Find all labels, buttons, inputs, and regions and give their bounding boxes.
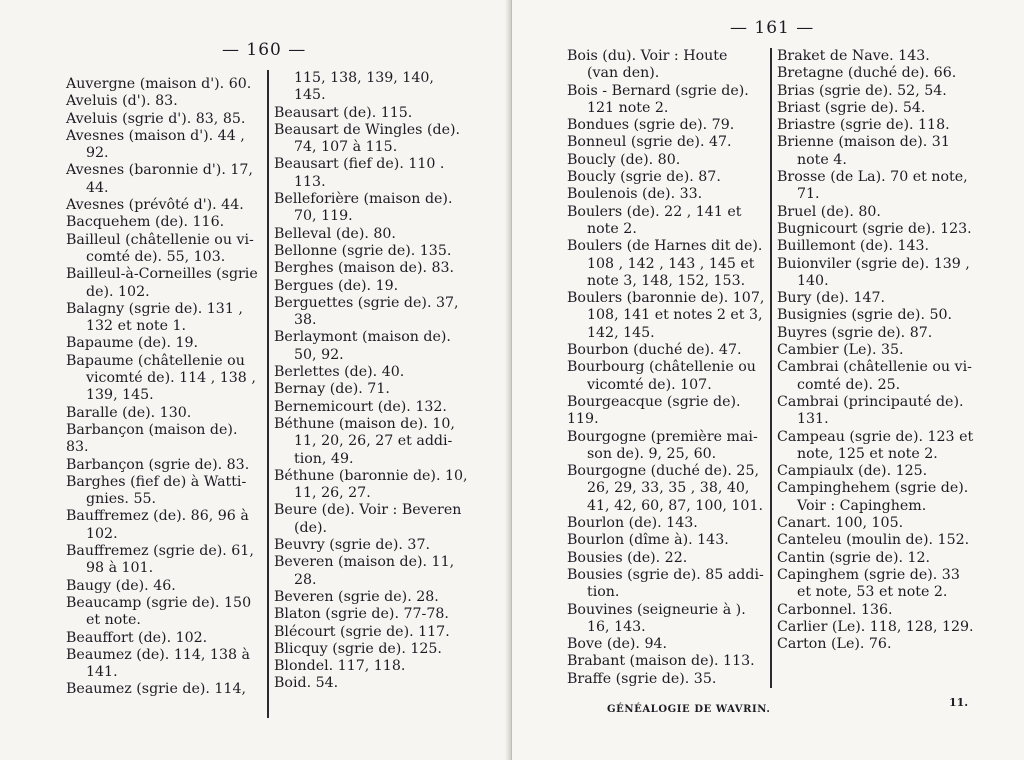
index-entry <box>274 641 486 658</box>
index-entry <box>567 238 767 290</box>
index-entry <box>777 636 977 653</box>
entry-line: Bonneul (sgrie de). 47. <box>567 134 732 151</box>
index-entry <box>274 554 486 589</box>
right-page <box>512 0 1024 760</box>
entry-line: Campeau (sgrie de). 123 et <box>777 428 974 445</box>
entry-line: Briastre (sgrie de). 118. <box>777 117 950 134</box>
entry-line: Barghes (fief de) à Watti- <box>66 473 247 490</box>
entry-line: Baralle (de). 130. <box>66 404 192 421</box>
entry-line: Berghes (maison de). 83. <box>274 260 455 277</box>
index-entry <box>567 602 767 637</box>
entry-line: Buillemont (de). 143. <box>777 238 930 255</box>
entry-line: Boucly (de). 80. <box>567 151 681 168</box>
index-entry <box>777 342 977 359</box>
index-entry <box>274 624 486 641</box>
index-entry <box>66 162 264 197</box>
entry-line: Blécourt (sgrie de). 117. <box>274 623 450 640</box>
index-entry <box>66 405 264 422</box>
entry-line: Campinghehem (sgrie de). <box>777 480 969 497</box>
index-entry <box>274 381 486 398</box>
index-entry <box>567 532 767 549</box>
index-entry <box>274 537 486 554</box>
entry-continuation: 74, 107 à 115. <box>294 139 398 156</box>
entry-continuation: 108, 141 et notes 2 et 3, <box>587 307 763 324</box>
index-entry <box>274 122 486 157</box>
entry-line: Bourgogne (duché de). 25, <box>567 463 759 480</box>
index-entry <box>567 463 767 515</box>
index-entry <box>66 76 264 93</box>
index-entry <box>777 532 977 549</box>
entry-line: Braffe (sgrie de). 35. <box>567 670 717 687</box>
index-entry <box>567 359 767 394</box>
index-entry <box>567 429 767 464</box>
entry-continuation: note 3, 148, 152, 153. <box>587 272 746 289</box>
index-column <box>567 48 767 688</box>
entry-continuation: 102. <box>86 525 118 542</box>
page-number: — 161 — <box>730 18 815 38</box>
index-entry <box>274 468 486 503</box>
entry-line: Carlier (Le). 118, 128, 129. <box>777 618 974 635</box>
entry-continuation: 16, 143. <box>587 618 646 635</box>
entry-continuation: (de). <box>294 519 328 536</box>
entry-line: Beausart de Wingles (de). <box>274 121 461 138</box>
page-number: — 160 — <box>222 40 307 60</box>
entry-line: Berguettes (sgrie de). 37, <box>274 294 459 311</box>
index-entry <box>274 502 486 537</box>
entry-line: Campiaulx (de). 125. <box>777 463 928 480</box>
entry-line: Beausart (de). 115. <box>274 104 413 121</box>
entry-line: Bove (de). 94. <box>567 636 668 653</box>
index-entry <box>567 653 767 670</box>
entry-line: Beausart (fief de). 110 . <box>274 156 445 173</box>
index-entry <box>777 65 977 82</box>
entry-line: Bugnicourt (sgrie de). 123. <box>777 220 972 237</box>
index-column <box>66 76 264 699</box>
index-entry <box>567 550 767 567</box>
index-entry <box>274 105 486 122</box>
entry-line: Brabant (maison de). 113. <box>567 653 755 670</box>
index-column <box>274 70 486 693</box>
entry-line: Capinghem (sgrie de). 33 <box>777 566 960 583</box>
index-entry <box>274 260 486 277</box>
entry-continuation: 140. <box>797 272 829 289</box>
index-entry <box>567 169 767 186</box>
entry-continuation: Voir : Capinghem. <box>797 497 927 514</box>
index-entry <box>66 630 264 647</box>
entry-continuation: 50, 92. <box>294 346 344 363</box>
index-entry <box>777 117 977 134</box>
entry-line: Bourbon (duché de). 47. <box>567 342 742 359</box>
index-entry <box>567 515 767 532</box>
entry-continuation: 142, 145. <box>587 324 655 341</box>
entry-continuation: 11, 26, 27. <box>294 485 371 502</box>
entry-line: Cambrai (principauté de). <box>777 393 964 410</box>
entry-line: Bacquehem (de). 116. <box>66 214 225 231</box>
index-entry <box>777 134 977 169</box>
index-entry <box>274 243 486 260</box>
entry-line: Barbançon (maison de). 83. <box>66 421 238 456</box>
index-entry <box>777 567 977 602</box>
entry-continuation: 28. <box>294 571 317 588</box>
index-entry <box>567 152 767 169</box>
entry-continuation: 38. <box>294 312 317 329</box>
index-entry <box>567 290 767 342</box>
entry-continuation: vicomté de). 114 , 138 , <box>86 370 256 387</box>
index-entry <box>777 169 977 204</box>
entry-line: Bois (du). Voir : Houte <box>567 48 728 64</box>
index-entry <box>567 636 767 653</box>
index-entry <box>777 100 977 117</box>
index-entry <box>66 422 264 457</box>
index-entry <box>274 70 486 105</box>
index-entry <box>777 359 977 394</box>
entry-line: Béthune (maison de). 10, <box>274 415 455 432</box>
entry-continuation: 26, 29, 33, 35 , 38, 40, <box>587 480 750 497</box>
entry-continuation: comté de). 55, 103. <box>86 248 226 265</box>
entry-line: Boucly (sgrie de). 87. <box>567 169 721 186</box>
entry-continuation: note, 125 et note 2. <box>797 445 938 462</box>
column-rule <box>267 70 269 718</box>
entry-line: Boulers (de Harnes dit de). <box>567 238 763 255</box>
entry-line: Blondel. 117, 118. <box>274 658 406 675</box>
index-entry <box>274 589 486 606</box>
entry-continuation: 132 et note 1. <box>86 318 187 335</box>
index-entry <box>777 204 977 221</box>
entry-line: Auvergne (maison d'). 60. <box>66 76 252 92</box>
index-entry <box>777 550 977 567</box>
running-footer: GÉNÉALOGIE DE WAVRIN. <box>607 704 771 715</box>
entry-line: Brosse (de La). 70 et note, <box>777 169 968 186</box>
entry-continuation: 108 , 142 , 143 , 145 et <box>587 255 755 272</box>
entry-line: Blaton (sgrie de). 77-78. <box>274 606 449 623</box>
entry-line: Bretagne (duché de). 66. <box>777 65 957 82</box>
index-entry <box>274 329 486 364</box>
entry-line: Avesnes (prévôté d'). 44. <box>66 197 244 214</box>
index-entry <box>66 197 264 214</box>
entry-line: Aveluis (sgrie d'). 83, 85. <box>66 110 246 127</box>
index-entry <box>274 295 486 330</box>
entry-line: Aveluis (d'). 83. <box>66 93 178 110</box>
entry-continuation: 98 à 101. <box>86 560 154 577</box>
index-entry <box>777 221 977 238</box>
entry-line: Boid. 54. <box>274 675 339 692</box>
entry-line: Bernay (de). 71. <box>274 381 390 398</box>
entry-line: Bauffremez (sgrie de). 61, <box>66 543 254 560</box>
entry-line: Boulenois (de). 33. <box>567 186 703 203</box>
index-entry <box>66 111 264 128</box>
entry-line: Bellonne (sgrie de). 135. <box>274 242 452 259</box>
index-entry <box>66 508 264 543</box>
entry-line: Bapaume (de). 19. <box>66 335 199 352</box>
entry-continuation: et note. <box>86 612 141 629</box>
index-entry <box>274 658 486 675</box>
index-entry <box>66 595 264 630</box>
index-entry <box>66 474 264 509</box>
entry-continuation: 139, 145. <box>86 387 154 404</box>
entry-line: Bourgeacque (sgrie de). 119. <box>567 393 741 428</box>
entry-line: Bois - Bernard (sgrie de). <box>567 82 749 99</box>
index-entry <box>66 681 264 698</box>
index-entry <box>66 93 264 110</box>
index-entry <box>274 675 486 692</box>
index-entry <box>274 278 486 295</box>
index-entry <box>567 117 767 134</box>
entry-line: Beauffort (de). 102. <box>66 629 208 646</box>
index-entry <box>274 399 486 416</box>
entry-line: Busignies (sgrie de). 50. <box>777 307 953 324</box>
entry-line: Canart. 100, 105. <box>777 515 904 532</box>
entry-line: Brienne (maison de). 31 <box>777 134 950 151</box>
index-entry <box>66 266 264 301</box>
entry-line: Bailleul (châtellenie ou vi- <box>66 231 254 248</box>
index-entry <box>66 647 264 682</box>
index-entry <box>777 325 977 342</box>
index-entry <box>567 671 767 688</box>
index-entry <box>567 186 767 203</box>
entry-line: Bourlon (dîme à). 143. <box>567 532 729 549</box>
entry-line: Bauffremez (de). 86, 96 à <box>66 508 249 525</box>
signature-mark: 11. <box>949 696 969 709</box>
entry-line: Bailleul-à-Corneilles (sgrie <box>66 266 258 283</box>
index-entry <box>777 515 977 532</box>
entry-continuation: 92. <box>86 145 109 162</box>
entry-line: Beure (de). Voir : Beveren <box>274 502 462 519</box>
entry-line: Canteleu (moulin de). 152. <box>777 532 970 549</box>
entry-line: Beaumez (sgrie de). 114, <box>66 681 246 698</box>
index-entry <box>777 619 977 636</box>
entry-continuation: 121 note 2. <box>587 99 669 116</box>
index-entry <box>274 416 486 468</box>
entry-continuation: 44. <box>86 179 109 196</box>
entry-line: Bondues (sgrie de). 79. <box>567 117 735 134</box>
entry-line: Beaucamp (sgrie de). 150 <box>66 594 252 611</box>
index-entry <box>777 83 977 100</box>
entry-line: 115, 138, 139, 140, <box>294 70 434 86</box>
entry-line: Cambrai (châtellenie ou vi- <box>777 359 972 376</box>
entry-continuation: tion. <box>587 584 620 601</box>
entry-line: Briast (sgrie de). 54. <box>777 99 926 116</box>
entry-line: Bousies (sgrie de). 85 addi- <box>567 566 764 583</box>
entry-line: Bergues (de). 19. <box>274 277 399 294</box>
entry-line: Carbonnel. 136. <box>777 601 893 618</box>
index-entry <box>66 214 264 231</box>
index-entry <box>777 290 977 307</box>
entry-line: Bapaume (châtellenie ou <box>66 352 245 369</box>
index-entry <box>274 226 486 243</box>
entry-continuation: 11, 20, 26, 27 et addi- <box>294 433 453 450</box>
entry-line: Bourbourg (châtellenie ou <box>567 359 756 376</box>
index-entry <box>66 128 264 163</box>
index-entry <box>567 342 767 359</box>
index-entry <box>66 353 264 405</box>
entry-line: Boulers (de). 22 , 141 et <box>567 203 742 220</box>
index-entry <box>777 602 977 619</box>
entry-line: Bernemicourt (de). 132. <box>274 398 447 415</box>
index-entry <box>66 578 264 595</box>
entry-line: Bousies (de). 22. <box>567 549 688 566</box>
index-entry <box>567 48 767 83</box>
entry-line: Avesnes (maison d'). 44 , <box>66 127 245 144</box>
entry-line: Buionviler (sgrie de). 139 , <box>777 255 970 272</box>
entry-line: Beuvry (sgrie de). 37. <box>274 537 431 554</box>
index-entry <box>66 543 264 578</box>
entry-continuation: 71. <box>797 186 820 203</box>
entry-line: Bourgogne (première mai- <box>567 428 758 445</box>
entry-continuation: 131. <box>797 411 829 428</box>
index-entry <box>777 429 977 464</box>
entry-line: Beveren (maison de). 11, <box>274 554 455 571</box>
entry-line: Boulers (baronnie de). 107, <box>567 290 765 307</box>
entry-line: Barbançon (sgrie de). 83. <box>66 456 250 473</box>
index-entry <box>274 364 486 381</box>
index-entry <box>567 567 767 602</box>
index-entry <box>777 238 977 255</box>
index-entry <box>567 394 767 429</box>
entry-line: Belleforière (maison de). <box>274 191 453 208</box>
entry-line: Brias (sgrie de). 52, 54. <box>777 82 947 99</box>
column-rule <box>770 48 772 688</box>
entry-continuation: 41, 42, 60, 87, 100, 101. <box>587 497 763 514</box>
entry-line: Bouvines (seigneurie à ). <box>567 601 746 618</box>
index-column <box>777 48 977 653</box>
entry-continuation: note 4. <box>797 151 847 168</box>
entry-continuation: et note, 53 et note 2. <box>797 584 948 601</box>
entry-line: Buyres (sgrie de). 87. <box>777 324 933 341</box>
entry-line: Balagny (sgrie de). 131 , <box>66 300 243 317</box>
entry-line: Blicquy (sgrie de). 125. <box>274 640 442 657</box>
entry-continuation: gnies. 55. <box>86 491 157 508</box>
entry-line: Cantin (sgrie de). 12. <box>777 549 931 566</box>
index-entry <box>567 134 767 151</box>
index-entry <box>567 204 767 239</box>
index-entry <box>66 457 264 474</box>
entry-continuation: 113. <box>294 173 326 190</box>
entry-line: Béthune (baronnie de). 10, <box>274 467 468 484</box>
index-entry <box>66 232 264 267</box>
index-entry <box>66 301 264 336</box>
entry-line: Beveren (sgrie de). 28. <box>274 588 439 605</box>
index-entry <box>274 156 486 191</box>
entry-continuation: vicomté de). 107. <box>587 376 712 393</box>
entry-continuation: tion, 49. <box>294 450 354 467</box>
index-entry <box>777 256 977 291</box>
entry-continuation: (van den). <box>587 65 660 82</box>
entry-continuation: son de). 9, 25, 60. <box>587 445 717 462</box>
entry-line: Baugy (de). 46. <box>66 577 176 594</box>
index-entry <box>66 335 264 352</box>
index-entry <box>274 191 486 226</box>
index-entry <box>777 463 977 480</box>
entry-line: Berlaymont (maison de). <box>274 329 451 346</box>
entry-line: Braket de Nave. 143. <box>777 48 930 64</box>
entry-line: Bourlon (de). 143. <box>567 515 698 532</box>
entry-continuation: 141. <box>86 664 118 681</box>
index-entry <box>777 307 977 324</box>
entry-line: Cambier (Le). 35. <box>777 342 904 359</box>
entry-line: Berlettes (de). 40. <box>274 364 405 381</box>
entry-line: Carton (Le). 76. <box>777 636 892 653</box>
index-entry <box>567 83 767 118</box>
index-entry <box>274 606 486 623</box>
index-entry <box>777 394 977 429</box>
entry-line: Belleval (de). 80. <box>274 225 396 242</box>
entry-line: Avesnes (baronnie d'). 17, <box>66 162 253 179</box>
index-entry <box>777 48 977 65</box>
entry-continuation: de). 102. <box>86 283 150 300</box>
entry-continuation: comté de). 25. <box>797 376 901 393</box>
entry-line: Bruel (de). 80. <box>777 203 881 220</box>
entry-line: Bury (de). 147. <box>777 290 886 307</box>
index-entry <box>777 480 977 515</box>
entry-line: Beaumez (de). 114, 138 à <box>66 646 250 663</box>
entry-continuation: 145. <box>294 87 326 104</box>
entry-continuation: note 2. <box>587 220 637 237</box>
entry-continuation: 70, 119. <box>294 208 353 225</box>
